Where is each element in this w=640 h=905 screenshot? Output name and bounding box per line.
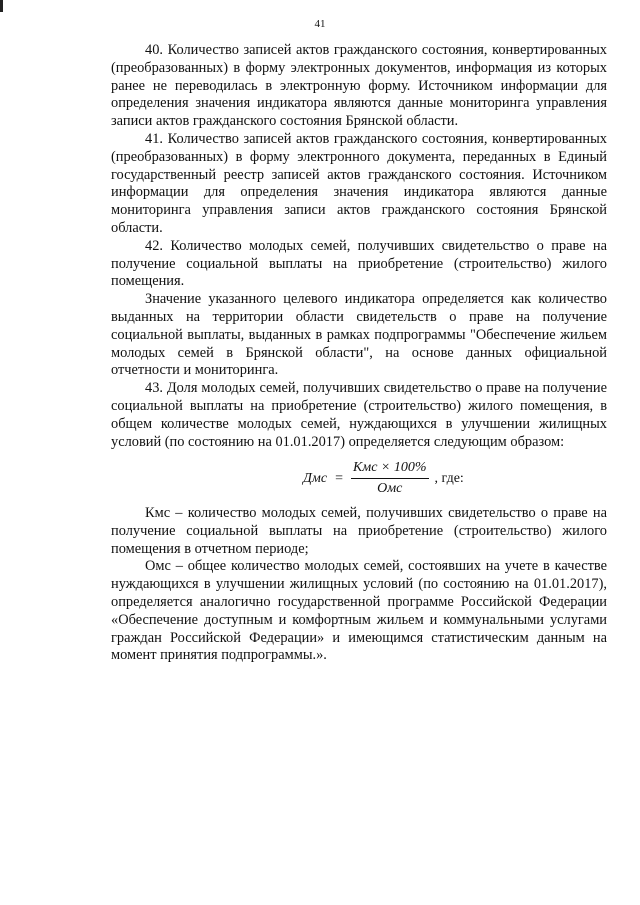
formula-denominator: Омс <box>377 481 403 497</box>
paragraph-item-40: 40. Количество записей актов гражданского состояния, конвертированных (преобразованных) в форму электронных документов, информация из которых ранее не переводилась в электронную форму. Источником информации для определения значения индикатора являются данные мониторинга управления записи актов гражданского состояния Брянской области. <box>111 42 607 130</box>
paragraph-item-41: 41. Количество записей актов гражданского состояния, конвертированных (преобразованных) в форму электронного документа, переданных в Единый государственный реестр записей актов гражданского состояния. Источником информации для определения значения индикатора являются данные мониторинга управления записи актов гражданского состояния Брянской области. <box>111 130 607 236</box>
paragraph-item-42: 42. Количество молодых семей, получивших свидетельство о праве на получение социальной выплаты на приобретение (строительство) жилого помещения. <box>111 237 607 290</box>
formula-numerator: Кмс × 100% <box>351 459 429 479</box>
definition-kms: Кмс – количество молодых семей, получивших свидетельство о праве на получение социальной выплаты на приобретение (строительство) жилого помещения в отчетном периоде; <box>111 504 607 557</box>
formula-equals: = <box>335 470 343 486</box>
page-number: 41 <box>314 18 326 30</box>
formula-lhs: Дмс <box>303 470 328 486</box>
paragraph-item-43: 43. Доля молодых семей, получивших свидетельство о праве на получение социальной выплаты на приобретение (строительство) жилого помещения, в общем количестве молодых семей, нуждающихся в улучшении жилищных условий (по состоянию на 01.01.2017) определяется следующим образом: <box>111 380 607 450</box>
formula-fraction <box>351 459 429 498</box>
scan-edge-mark <box>0 0 3 12</box>
formula-tail: , где: <box>434 470 464 486</box>
paragraph-indicator-note: Значение указанного целевого индикатора определяется как количество выданных на территории области свидетельств о праве на получение социальной выплаты, выданных в рамках подпрограммы "Обеспечение жильем молодых семей в Брянской области", на основе данных официальной отчетности и мониторинга. <box>111 291 607 379</box>
document-body <box>111 42 607 665</box>
definition-oms: Омс – общее количество молодых семей, состоявших на учете в качестве нуждающихся в улучшении жилищных условий (по состоянию на 01.01.2017), определяется аналогично государственной программе Российской Федерации «Обеспечение доступным и комфортным жильем и коммунальными услугами граждан Российской Федерации» и имеющимся статистическим данным на момент принятия подпрограммы.». <box>111 558 607 664</box>
formula <box>303 459 607 498</box>
